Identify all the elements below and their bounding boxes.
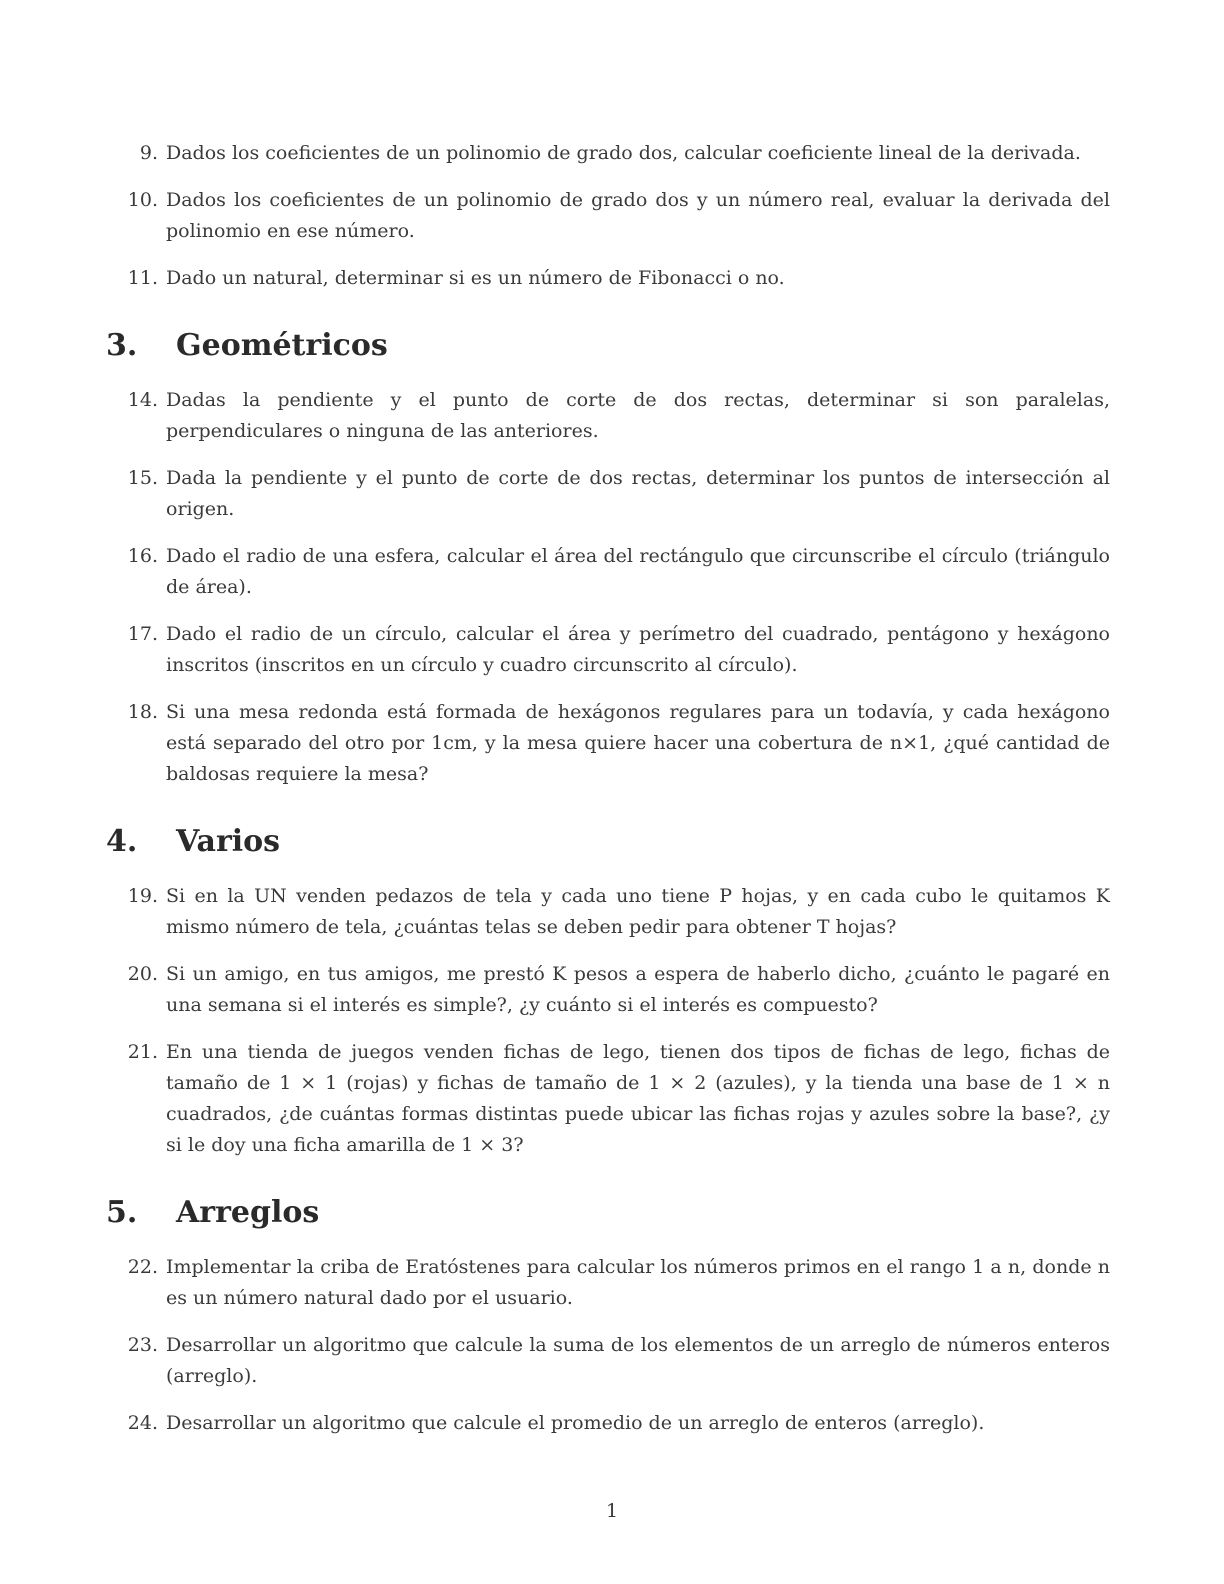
exercise-text: Dado el radio de una esfera, calcular el área del rectángulo que circunscribe el círculo (triángulo de área). bbox=[166, 545, 1110, 598]
exercise-text: Dado un natural, determinar si es un número de Fibonacci o no. bbox=[166, 267, 785, 289]
page-number: 1 bbox=[605, 1500, 619, 1522]
exercise-item bbox=[106, 619, 1110, 681]
exercise-number: 23. bbox=[127, 1334, 158, 1356]
section-heading bbox=[106, 1195, 1110, 1230]
exercise-item bbox=[106, 385, 1110, 447]
section-title-text: Geométricos bbox=[176, 328, 388, 363]
exercise-number: 11. bbox=[127, 267, 158, 289]
exercise-number: 18. bbox=[127, 701, 158, 723]
exercise-text: Dadas la pendiente y el punto de corte de dos rectas, determinar si son paralelas, perpendiculares o ninguna de las anteriores. bbox=[166, 389, 1110, 442]
exercise-text: Si una mesa redonda está formada de hexágonos regulares para un todavía, y cada hexágono está separado del otro por 1cm, y la mesa quiere hacer una cobertura de n×1, ¿qué cantidad de baldosas requiere la mesa? bbox=[166, 701, 1110, 785]
exercise-item bbox=[106, 1037, 1110, 1161]
exercise-number: 10. bbox=[127, 189, 158, 211]
exercise-item bbox=[106, 697, 1110, 790]
exercise-text: Dado el radio de un círculo, calcular el área y perímetro del cuadrado, pentágono y hexágono inscritos (inscritos en un círculo y cuadro circunscrito al círculo). bbox=[166, 623, 1110, 676]
exercise-number: 19. bbox=[127, 885, 158, 907]
exercise-number: 20. bbox=[127, 963, 158, 985]
section-number: 4. bbox=[106, 824, 138, 859]
exercise-text: Dada la pendiente y el punto de corte de dos rectas, determinar los puntos de intersección al origen. bbox=[166, 467, 1110, 520]
exercise-item bbox=[106, 959, 1110, 1021]
exercise-item bbox=[106, 541, 1110, 603]
exercise-text: Desarrollar un algoritmo que calcule la suma de los elementos de un arreglo de números enteros (arreglo). bbox=[166, 1334, 1110, 1387]
exercise-number: 15. bbox=[127, 467, 158, 489]
exercise-item bbox=[106, 881, 1110, 943]
exercise-text: Si en la UN venden pedazos de tela y cada uno tiene P hojas, y en cada cubo le quitamos K mismo número de tela, ¿cuántas telas se deben pedir para obtener T hojas? bbox=[166, 885, 1110, 938]
section-number: 3. bbox=[106, 328, 138, 363]
exercise-item bbox=[106, 463, 1110, 525]
exercise-number: 22. bbox=[127, 1256, 158, 1278]
exercise-item bbox=[106, 263, 1110, 294]
section-heading bbox=[106, 824, 1110, 859]
exercise-text: Dados los coeficientes de un polinomio de grado dos, calcular coeficiente lineal de la derivada. bbox=[166, 142, 1081, 164]
exercise-number: 21. bbox=[127, 1041, 158, 1063]
exercise-text: En una tienda de juegos venden fichas de lego, tienen dos tipos de fichas de lego, fichas de tamaño de 1 × 1 (rojas) y fichas de tamaño de 1 × 2 (azules), y la tienda una base de 1 × n cuadrados, ¿de cuántas formas distintas puede ubicar las fichas rojas y azules sobre la base?, ¿y si le doy una ficha amarilla de 1 × 3? bbox=[166, 1041, 1110, 1156]
exercise-text: Desarrollar un algoritmo que calcule el promedio de un arreglo de enteros (arreglo). bbox=[166, 1412, 985, 1434]
exercise-text: Si un amigo, en tus amigos, me prestó K pesos a espera de haberlo dicho, ¿cuánto le pagaré en una semana si el interés es simple?, ¿y cuánto si el interés es compuesto? bbox=[166, 963, 1110, 1016]
section-title-text: Arreglos bbox=[176, 1195, 320, 1230]
exercise-item bbox=[106, 1330, 1110, 1392]
exercise-item bbox=[106, 185, 1110, 247]
exercise-item bbox=[106, 1252, 1110, 1314]
exercise-number: 14. bbox=[127, 389, 158, 411]
exercise-number: 16. bbox=[127, 545, 158, 567]
section-heading bbox=[106, 328, 1110, 363]
exercise-number: 17. bbox=[127, 623, 158, 645]
exercise-item bbox=[106, 138, 1110, 169]
section-number: 5. bbox=[106, 1195, 138, 1230]
exercise-number: 9. bbox=[139, 142, 158, 164]
document-body bbox=[106, 138, 1110, 1455]
section-title-text: Varios bbox=[176, 824, 281, 859]
exercise-number: 24. bbox=[127, 1412, 158, 1434]
exercise-text: Implementar la criba de Eratóstenes para calcular los números primos en el rango 1 a n, donde n es un número natural dado por el usuario. bbox=[166, 1256, 1110, 1309]
exercise-text: Dados los coeficientes de un polinomio de grado dos y un número real, evaluar la derivada del polinomio en ese número. bbox=[166, 189, 1110, 242]
exercise-item bbox=[106, 1408, 1110, 1439]
